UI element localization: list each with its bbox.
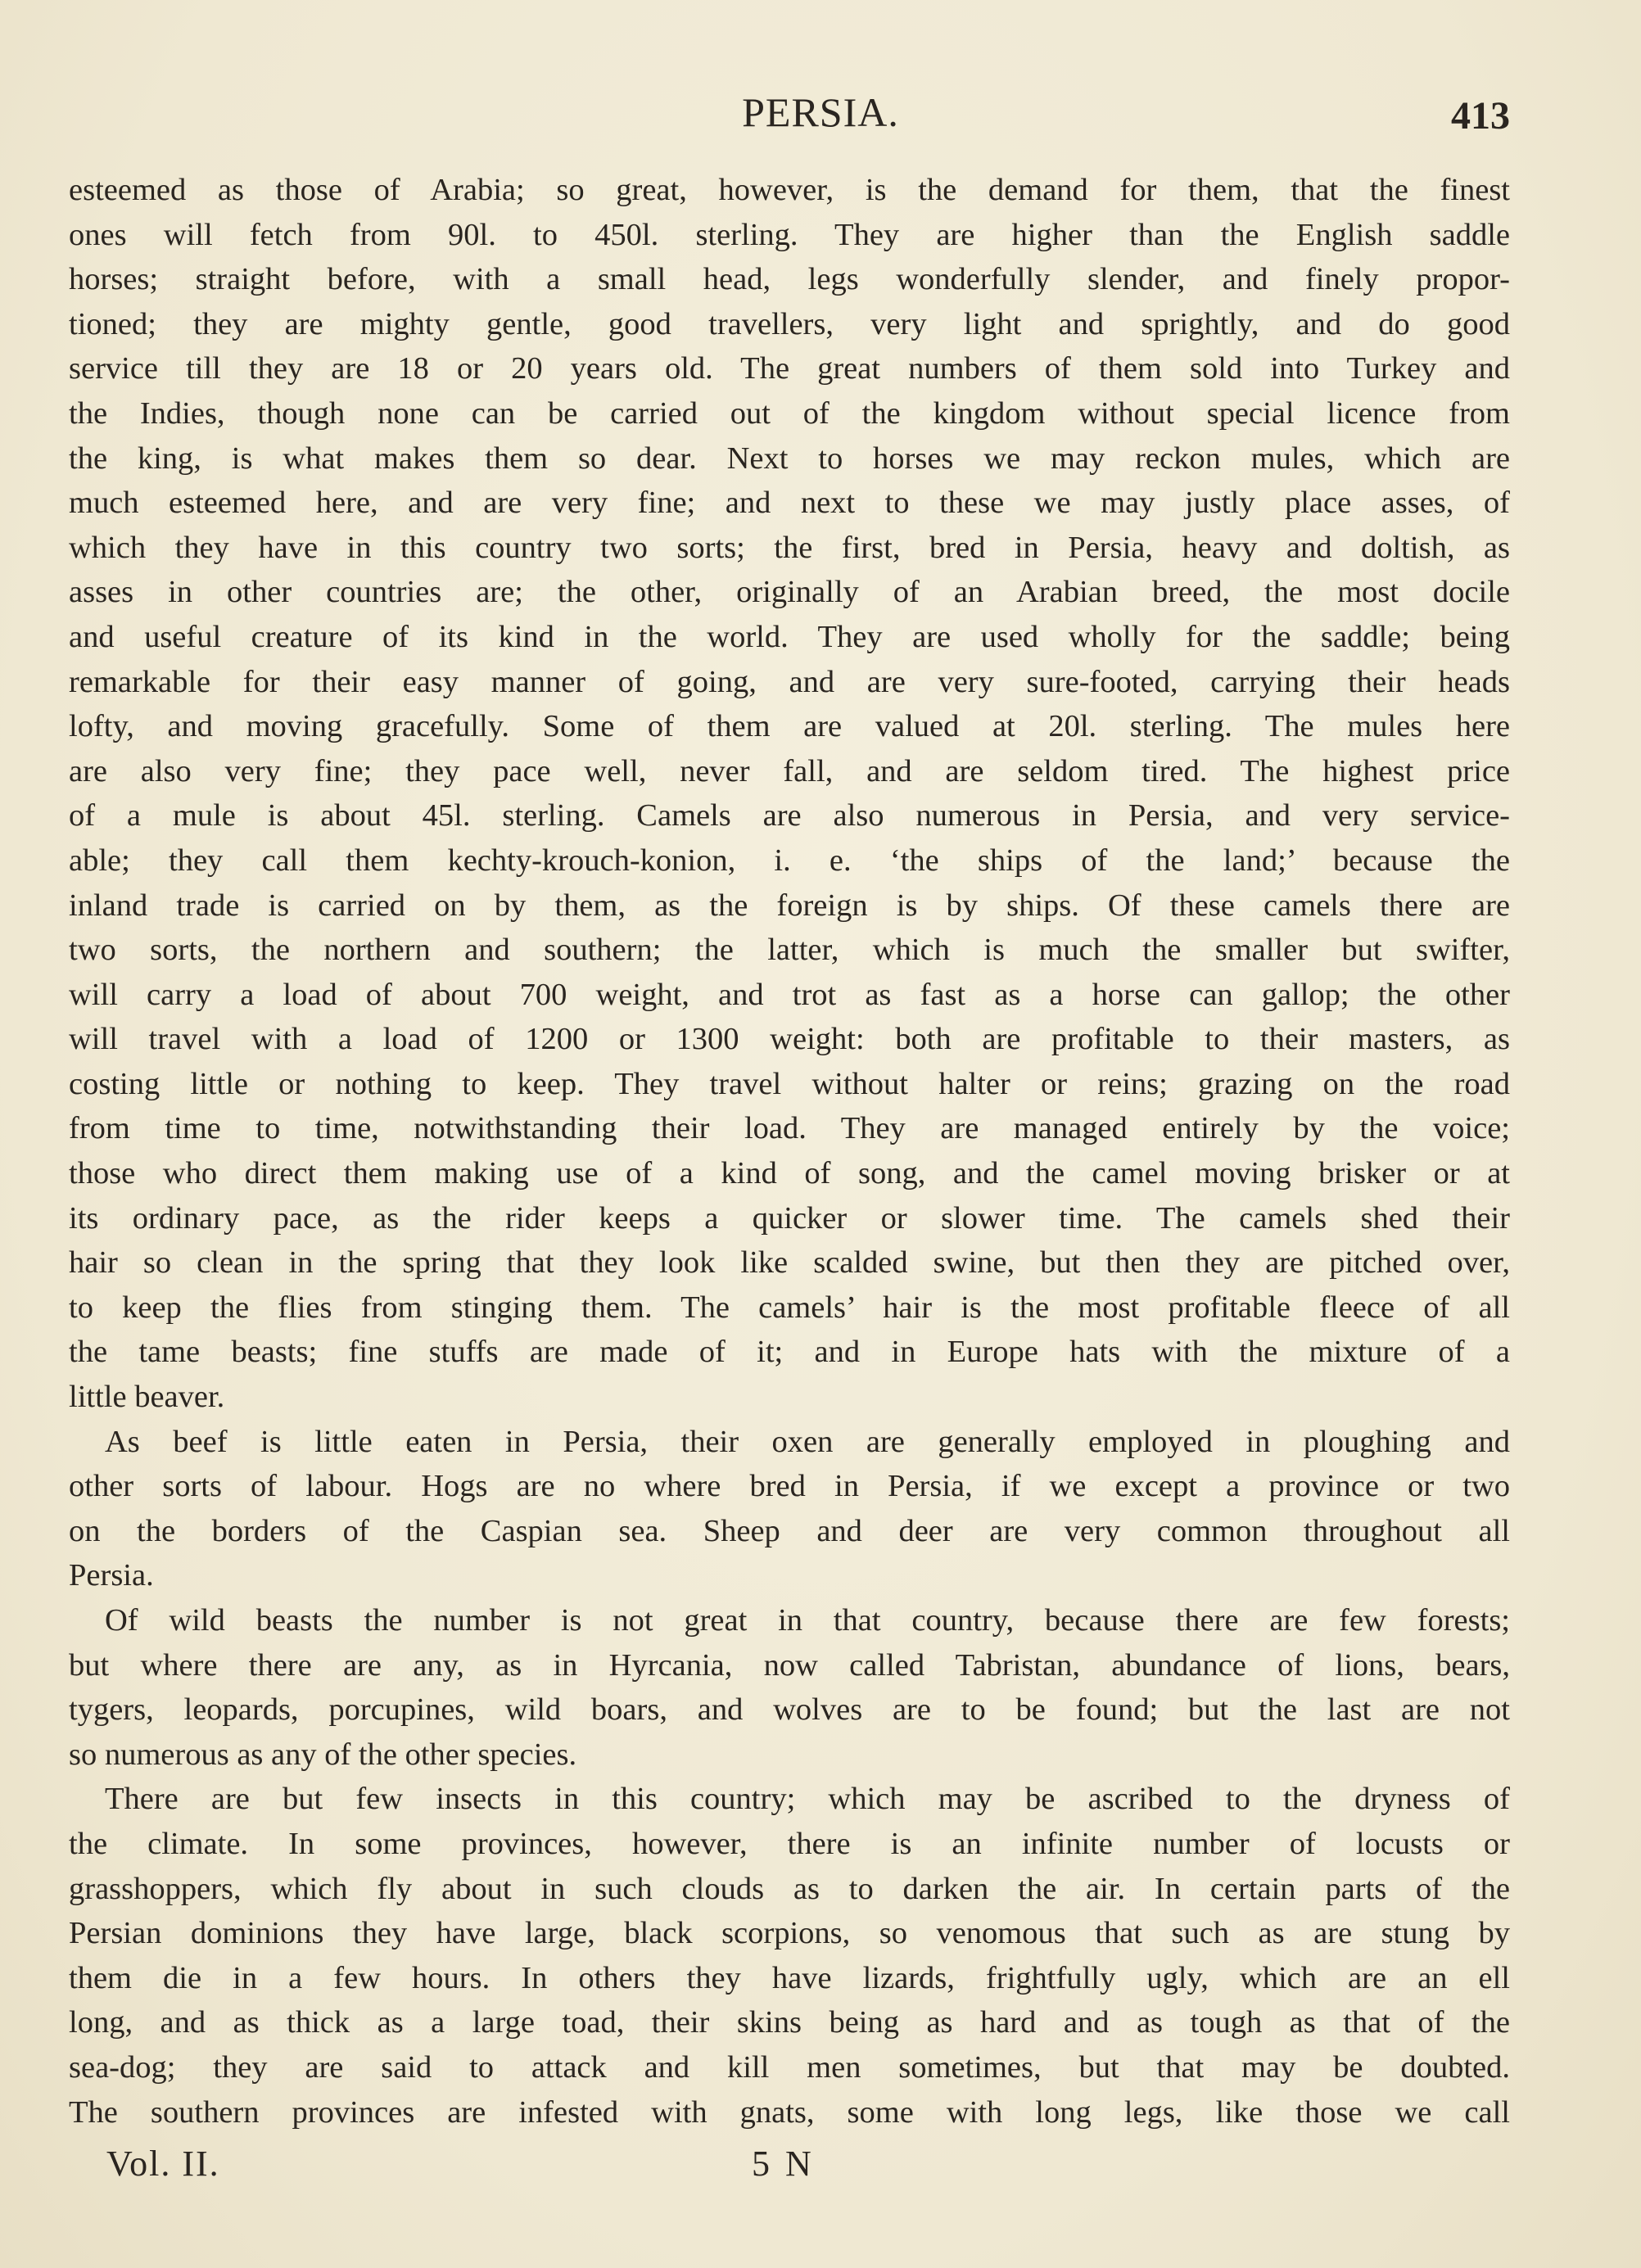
volume-mark: Vol. II. (106, 2144, 220, 2184)
text-line: little beaver. (69, 1380, 225, 1415)
page-footer (0, 2143, 1641, 2192)
running-title: PERSIA. (742, 89, 899, 135)
text-line: from time to time, notwithstanding their load. They are managed entirely by the voice; (69, 1111, 1510, 1146)
text-line: those who direct them making use of a kind of song, and the camel moving brisker or at (69, 1156, 1510, 1191)
text-line: Of wild beasts the number is not great in that country, because there are few forests; (105, 1603, 1510, 1638)
text-line: of a mule is about 45l. sterling. Camels are also numerous in Persia, and very service- (69, 798, 1510, 834)
running-head (0, 88, 1641, 146)
text-line: sea-dog; they are said to attack and kill men sometimes, but that may be doubted. (69, 2049, 1510, 2085)
text-line: inland trade is carried on by them, as the foreign is by ships. Of these camels there are (69, 888, 1510, 923)
text-line: able; they call them kechty-krouch-konion, i. e. ‘the ships of the land;’ because the (69, 843, 1510, 878)
text-line: grasshoppers, which fly about in such clouds as to darken the air. In certain parts of the (69, 1871, 1510, 1906)
text-line: long, and as thick as a large toad, their skins being as hard and as tough as that of the (69, 2005, 1510, 2040)
text-line: asses in other countries are; the other, originally of an Arabian breed, the most docile (69, 575, 1510, 610)
text-line: the Indies, though none can be carried out of the kingdom without special licence from (69, 395, 1510, 431)
text-line: esteemed as those of Arabia; so great, however, is the demand for them, that the finest (69, 173, 1510, 207)
text-line: There are but few insects in this country; which may be ascribed to the dryness of (105, 1782, 1510, 1817)
text-line: tioned; they are mighty gentle, good travellers, very light and sprightly, and do good (69, 306, 1510, 341)
text-line: hair so clean in the spring that they look like scalded swine, but then they are pitched over, (69, 1245, 1510, 1281)
text-line: remarkable for their easy manner of going, and are very sure-footed, carrying their heads (69, 664, 1510, 699)
text-line: As beef is little eaten in Persia, their oxen are generally employed in ploughing and (105, 1424, 1510, 1459)
text-line: service till they are 18 or 20 years old. The great numbers of them sold into Turkey and (69, 351, 1510, 386)
text-line: to keep the flies from stinging them. The camels’ hair is the most profitable fleece of all (69, 1290, 1510, 1325)
signature-mark: 5 N (752, 2144, 815, 2184)
text-line: lofty, and moving gracefully. Some of them are valued at 20l. sterling. The mules here (69, 709, 1510, 744)
text-line: its ordinary pace, as the rider keeps a quicker or slower time. The camels shed their (69, 1200, 1510, 1236)
body-text (69, 168, 1510, 2135)
text-line: the king, is what makes them so dear. Next to horses we may reckon mules, which are (69, 440, 1510, 476)
text-line: other sorts of labour. Hogs are no where bred in Persia, if we except a province or two (69, 1469, 1510, 1504)
text-line: tygers, leopards, porcupines, wild boars, and wolves are to be found; but the last are not (69, 1692, 1510, 1728)
text-line: which they have in this country two sorts; the first, bred in Persia, heavy and doltish, as (69, 530, 1510, 565)
text-line: much esteemed here, and are very fine; and next to these we may justly place asses, of (69, 486, 1510, 521)
text-line: them die in a few hours. In others they have lizards, frightfully ugly, which are an ell (69, 1960, 1510, 1995)
text-line: are also very fine; they pace well, never fall, and are seldom tired. The highest price (69, 753, 1510, 788)
text-line: ones will fetch from 90l. to 450l. sterling. They are higher than the English saddle (69, 217, 1510, 252)
text-line: The southern provinces are infested with gnats, some with long legs, like those we call (69, 2094, 1510, 2130)
text-line: the climate. In some provinces, however, there is an infinite number of locusts or (69, 1826, 1510, 1861)
text-line: will carry a load of about 700 weight, and trot as fast as a horse can gallop; the other (69, 977, 1510, 1012)
page-number: 413 (1451, 94, 1510, 138)
text-line: but where there are any, as in Hyrcania, now called Tabristan, abundance of lions, bears, (69, 1647, 1510, 1683)
text-line: the tame beasts; fine stuffs are made of it; and in Europe hats with the mixture of a (69, 1335, 1510, 1370)
text-line: on the borders of the Caspian sea. Sheep and deer are very common throughout all (69, 1513, 1510, 1548)
text-line: will travel with a load of 1200 or 1300 weight: both are profitable to their masters, as (69, 1022, 1510, 1057)
text-line: Persia. (69, 1558, 154, 1593)
text-line: two sorts, the northern and southern; the latter, which is much the smaller but swifter, (69, 933, 1510, 968)
text-line: Persian dominions they have large, black scorpions, so venomous that such as are stung by (69, 1916, 1510, 1951)
text-line: horses; straight before, with a small head, legs wonderfully slender, and finely propor- (69, 262, 1510, 297)
text-line: so numerous as any of the other species. (69, 1737, 577, 1772)
text-line: costing little or nothing to keep. They travel without halter or reins; grazing on the road (69, 1066, 1510, 1101)
text-line: and useful creature of its kind in the world. They are used wholly for the saddle; being (69, 619, 1510, 654)
